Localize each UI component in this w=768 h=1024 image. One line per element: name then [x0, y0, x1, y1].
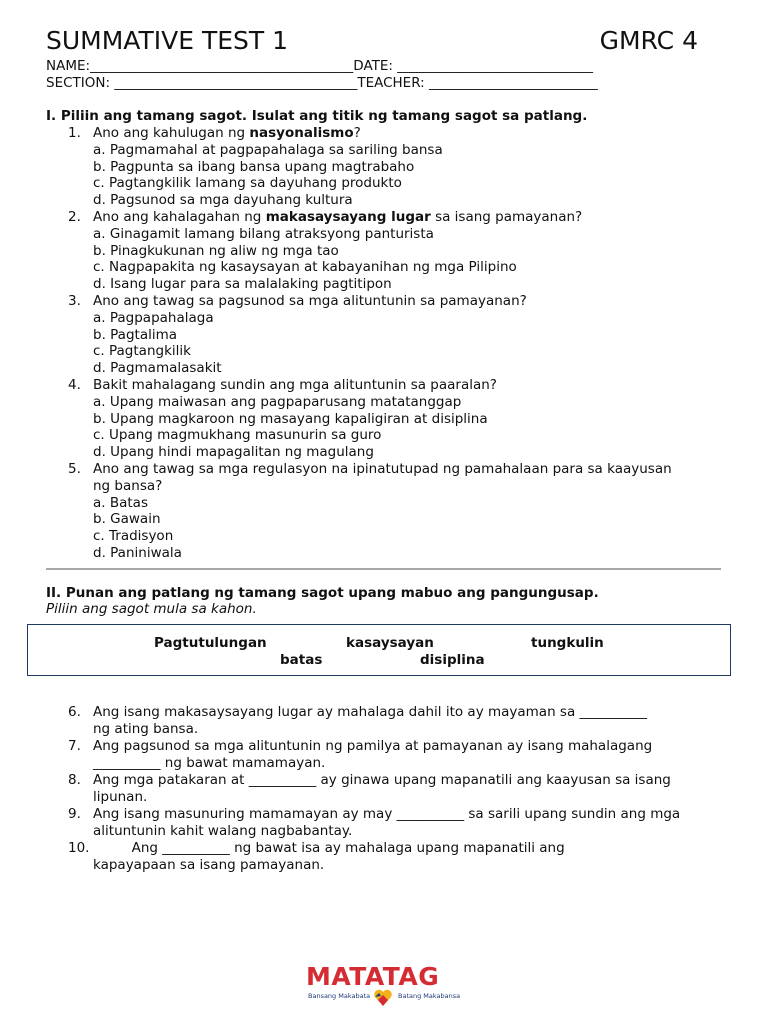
question-text: Ang pagsunod sa mga alituntunin ng pamilya at pamayanan ay isang mahalagang __________ ng bawat mamamayan. — [93, 737, 653, 771]
option-5c: c. Tradisyon — [93, 528, 174, 545]
question-number: 4. — [68, 376, 81, 393]
question-number: 2. — [68, 208, 81, 225]
question-number: 3. — [68, 292, 81, 309]
question-number: 10. — [68, 839, 90, 856]
option-1b: b. Pagpunta sa ibang bansa upang magtrabaho — [93, 158, 415, 175]
question-text: Ang __________ ng bawat isa ay mahalaga upang mapanatili ang kapayapaan sa isang pamayanan. — [93, 839, 569, 873]
option-1c: c. Pagtangkilik lamang sa dayuhang produkto — [93, 175, 402, 192]
test-title: SUMMATIVE TEST 1 — [46, 26, 289, 55]
question-8 — [68, 772, 728, 806]
question-number: 7. — [68, 737, 81, 754]
logo-tagline-left: Bansang Makabata — [308, 992, 371, 1000]
question-1 — [68, 125, 728, 142]
question-5 — [68, 461, 728, 495]
question-9 — [68, 806, 728, 840]
word-bank-item: disiplina — [420, 652, 485, 668]
heart-hands-icon — [372, 988, 394, 1008]
word-bank-item: Pagtutulungan — [154, 635, 267, 651]
option-5d: d. Paniniwala — [93, 544, 182, 561]
question-text: Ang mga patakaran at __________ ay ginawa upang mapanatili ang kaayusan sa isang lipunan. — [93, 771, 671, 805]
word-bank-item: tungkulin — [531, 635, 604, 651]
option-2a: a. Ginagamit lamang bilang atraksyong panturista — [93, 225, 434, 242]
question-4 — [68, 377, 728, 394]
option-1d: d. Pagsunod sa mga dayuhang kultura — [93, 192, 353, 209]
question-number: 8. — [68, 771, 81, 788]
option-2d: d. Isang lugar para sa malalaking pagtitipon — [93, 276, 392, 293]
option-5a: a. Batas — [93, 494, 148, 511]
option-1a: a. Pagmamahal at pagpapahalaga sa sariling bansa — [93, 141, 443, 158]
question-text: Bakit mahalagang sundin ang mga alituntunin sa paaralan? — [93, 376, 497, 393]
question-number: 6. — [68, 704, 81, 720]
question-text: Ang isang makasaysayang lugar ay mahalaga dahil ito ay mayaman sa __________ ng ating bansa. — [93, 704, 648, 737]
option-4a: a. Upang maiwasan ang pagpaparusang matatanggap — [93, 393, 462, 410]
question-text: Ano ang kahulugan ng nasyonalismo? — [93, 125, 361, 141]
option-4c: c. Upang magmukhang masunurin sa guro — [93, 427, 382, 444]
logo-wordmark: MATATAG — [306, 962, 440, 991]
question-text: Ang isang masunuring mamamayan ay may __________ sa sarili upang sundin ang mga alituntunin kahit walang nagbabantay. — [93, 805, 681, 839]
part2-heading: II. Punan ang patlang ng tamang sagot upang mabuo ang pangungusap. — [46, 585, 599, 601]
section-divider — [46, 568, 721, 570]
option-3d: d. Pagmamalasakit — [93, 360, 222, 377]
question-3 — [68, 293, 728, 310]
question-7 — [68, 738, 728, 772]
question-number: 9. — [68, 805, 81, 822]
word-bank-box — [27, 624, 731, 676]
subject-label: GMRC 4 — [599, 26, 698, 55]
option-3c: c. Pagtangkilik — [93, 343, 191, 360]
question-text: Ano ang tawag sa mga regulasyon na ipinatutupad ng pamahalaan para sa kaayusan ng bansa? — [93, 460, 672, 494]
option-3b: b. Pagtalima — [93, 326, 178, 343]
section-teacher-line: SECTION: ____________________________________TEACHER: _________________________ — [46, 75, 598, 91]
question-6 — [68, 704, 728, 738]
name-date-line: NAME:_______________________________________DATE: _____________________________ — [46, 58, 594, 74]
part2-question-list — [68, 704, 728, 874]
question-number: 5. — [68, 460, 81, 477]
question-text: Ano ang tawag sa pagsunod sa mga alituntunin sa pamayanan? — [93, 292, 527, 309]
word-bank-item: kasaysayan — [346, 635, 434, 651]
option-2b: b. Pinagkukunan ng aliw ng mga tao — [93, 242, 339, 259]
part1-heading: I. Piliin ang tamang sagot. Isulat ang titik ng tamang sagot sa patlang. — [46, 108, 588, 124]
matatag-logo — [306, 962, 466, 1008]
question-10 — [68, 840, 728, 874]
option-5b: b. Gawain — [93, 511, 161, 528]
word-bank-item: batas — [280, 652, 323, 668]
question-number: 1. — [68, 125, 81, 141]
part1-question-list — [68, 125, 728, 562]
option-2c: c. Nagpapakita ng kasaysayan at kabayanihan ng mga Pilipino — [93, 259, 517, 276]
option-4d: d. Upang hindi mapagalitan ng magulang — [93, 444, 374, 461]
option-3a: a. Pagpapahalaga — [93, 309, 214, 326]
option-4b: b. Upang magkaroon ng masayang kapaligiran at disiplina — [93, 410, 488, 427]
logo-tagline-right: Batang Makabansa — [398, 992, 461, 1000]
question-text: Ano ang kahalagahan ng makasaysayang lugar sa isang pamayanan? — [93, 208, 583, 225]
part2-instruction: Piliin ang sagot mula sa kahon. — [46, 601, 257, 617]
question-2 — [68, 209, 728, 226]
